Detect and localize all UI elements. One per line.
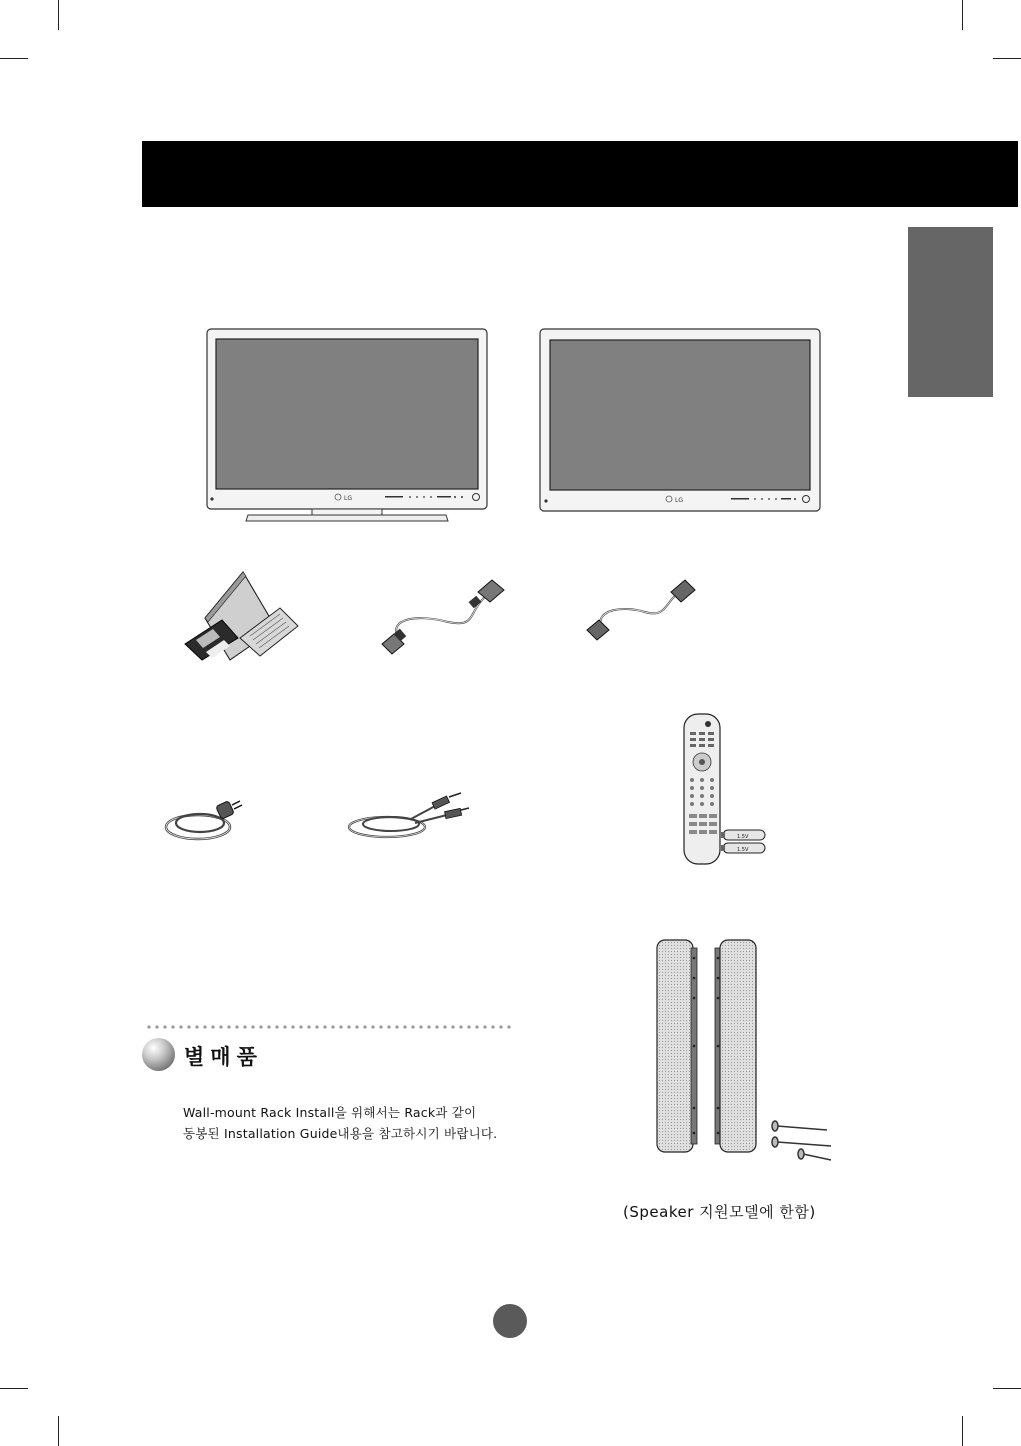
header-bar [142,141,1018,207]
power-cord-icon [160,795,245,850]
audio-cable-icon [345,793,470,843]
section-title: 별매품 [184,1045,263,1069]
speaker-model-note: (Speaker 지원모델에 한함) [623,1203,816,1221]
svg-text:LG: LG [675,497,683,504]
dvi-cable-icon [585,578,700,640]
crop-mark [993,58,1021,59]
svg-text:LG: LG [344,495,352,502]
battery-icon [719,828,774,856]
page-number-badge [493,1304,527,1338]
d-sub-cable-icon [378,578,508,658]
note-line-2: 동봉된 Installation Guide내용을 참고하시기 바랍니다. [183,1126,498,1141]
manual-and-disk-icon [180,568,305,663]
svg-text:1.5V: 1.5V [737,834,749,840]
crop-mark [58,0,59,30]
section-divider [145,1025,512,1029]
crop-mark [0,1388,28,1389]
crop-mark [962,0,963,30]
crop-mark [962,1416,963,1446]
monitor-with-stand-icon [200,325,500,525]
side-tab [908,227,993,397]
svg-text:1.5V: 1.5V [737,847,749,853]
crop-mark [993,1388,1021,1389]
monitor-without-stand-icon [535,325,830,515]
screw-icon [765,1118,835,1168]
crop-mark [0,58,28,59]
section-bullet-icon [142,1038,175,1071]
speaker-set-icon [655,938,765,1156]
note-line-1: Wall-mount Rack Install을 위해서는 Rack과 같이 [183,1105,477,1120]
crop-mark [58,1416,59,1446]
